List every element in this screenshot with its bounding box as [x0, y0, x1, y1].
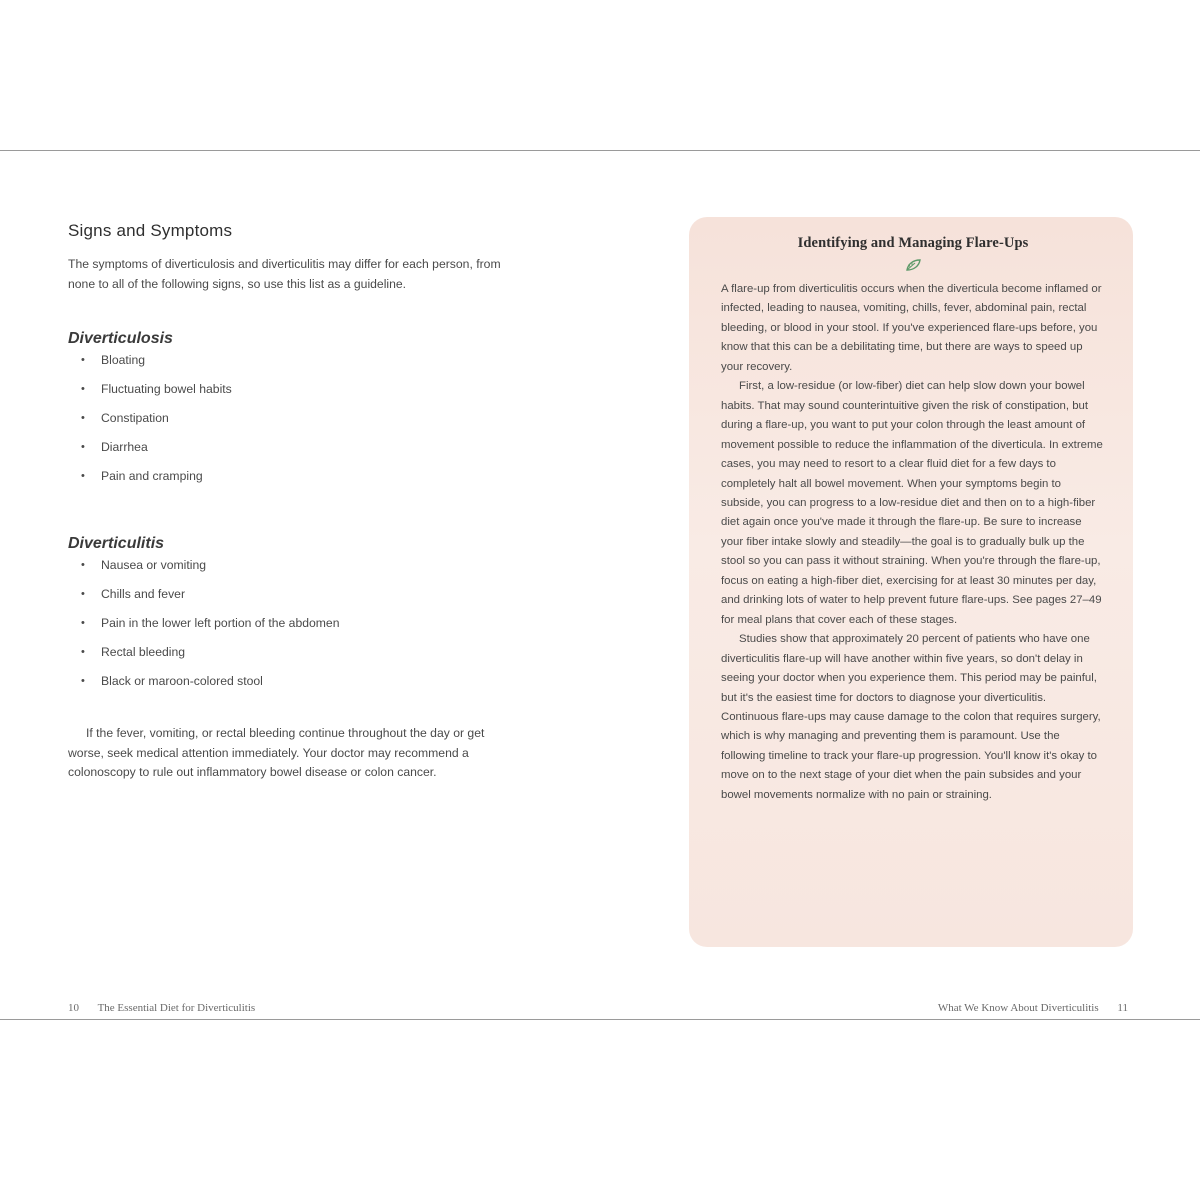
leaf-icon	[904, 258, 922, 272]
list-item	[68, 615, 518, 644]
bullet: •	[81, 588, 85, 600]
sidebar-body	[721, 280, 1105, 805]
list-item-text: Chills and fever	[101, 587, 185, 601]
list-item	[68, 410, 518, 439]
running-title-left: The Essential Diet for Diverticulitis	[97, 1002, 256, 1014]
bullet: •	[81, 412, 85, 424]
list-item-text: Rectal bleeding	[101, 645, 186, 659]
bullet: •	[81, 646, 85, 658]
bullet: •	[81, 617, 85, 629]
list-item	[68, 644, 518, 673]
bullet: •	[81, 354, 85, 366]
list-item-text: Black or maroon-colored stool	[101, 674, 263, 688]
sidebar-paragraph: Studies show that approximately 20 percent of patients who have one diverticulitis flare-up will have another within five years, so don't delay in seeing your doctor when you experience them. This period may be painful, but it's the easiest time for doctors to diagnose your diverticulitis. Continuous flare-ups may cause damage to the colon that requires surgery, which is why managing and preventing them is paramount. Use the following timeline to track your flare-up progression. You'll know it's okay to move on to the next stage of your diet when the pain subsides and your bowel movements normalize with no pain or straining.	[721, 633, 1101, 801]
list-item-text: Pain in the lower left portion of the abdomen	[101, 616, 340, 630]
list-item-text: Bloating	[101, 353, 146, 367]
sidebar-paragraph: A flare-up from diverticulitis occurs when the diverticula become inflamed or infected, leading to nausea, vomiting, chills, fever, abdominal pain, rectal bleeding, or blood in your stool. If you've experienced flare-ups before, you know that this can be a debilitating time, but there are ways to speed up your recovery.	[721, 283, 1102, 373]
diverticulosis-list	[68, 352, 518, 497]
running-title-right: What We Know About Diverticulitis	[937, 1002, 1099, 1014]
list-item-text: Nausea or vomiting	[101, 558, 206, 572]
list-item	[68, 352, 518, 381]
closing-paragraph: If the fever, vomiting, or rectal bleeding continue throughout the day or get worse, seek medical attention immediately. Your doctor may recommend a colonoscopy to rule out inflammatory bowel disease or colon cancer.	[68, 726, 485, 779]
list-item-text: Constipation	[101, 411, 169, 425]
bullet: •	[81, 441, 85, 453]
list-item	[68, 468, 518, 497]
footer-left	[68, 1002, 255, 1014]
section-heading: Signs and Symptoms	[68, 221, 233, 240]
bullet: •	[81, 383, 85, 395]
list-item	[68, 381, 518, 410]
list-item	[68, 673, 518, 702]
list-item	[68, 586, 518, 615]
bullet: •	[81, 675, 85, 687]
page-number-left: 10	[68, 1002, 79, 1014]
diverticulitis-list	[68, 557, 518, 702]
list-item	[68, 557, 518, 586]
bullet: •	[81, 470, 85, 482]
diverticulitis-heading: Diverticulitis	[68, 535, 165, 552]
sidebar-paragraph: First, a low-residue (or low-fiber) diet can help slow down your bowel habits. That may sound counterintuitive given the risk of constipation, but during a flare-up, you want to put your colon through the least amount of movement possible to reduce the inflammation of the diverticula. In extreme cases, you may need to resort to a clear fluid diet for a few days to completely halt all bowel movement. When your symptoms begin to subside, you can progress to a low-residue diet and then on to a high-fiber diet again once you've made it through the flare-up. Be sure to increase your fiber intake slowly and steadily—the goal is to gradually bulk up the stool so you can pass it without straining. When you're through the flare-up, focus on eating a high-fiber diet, exercising for at least 30 minutes per day, and drinking lots of water to help prevent future flare-ups. See pages 27–49 for meal plans that cover each of these stages.	[721, 380, 1103, 626]
book-spread	[0, 150, 1200, 1020]
list-item	[68, 439, 518, 468]
bullet: •	[81, 559, 85, 571]
sidebar-title: Identifying and Managing Flare-Ups	[797, 235, 1029, 251]
flare-ups-sidebar	[689, 217, 1133, 947]
list-item-text: Diarrhea	[101, 440, 148, 454]
list-item-text: Fluctuating bowel habits	[101, 382, 232, 396]
footer-right	[938, 1002, 1128, 1014]
page-number-right: 11	[1117, 1002, 1128, 1014]
left-page	[68, 221, 518, 783]
diverticulosis-heading: Diverticulosis	[68, 330, 173, 347]
intro-paragraph: The symptoms of diverticulosis and diverticulitis may differ for each person, from none to all of the following signs, so use this list as a guideline.	[68, 257, 501, 291]
list-item-text: Pain and cramping	[101, 469, 203, 483]
